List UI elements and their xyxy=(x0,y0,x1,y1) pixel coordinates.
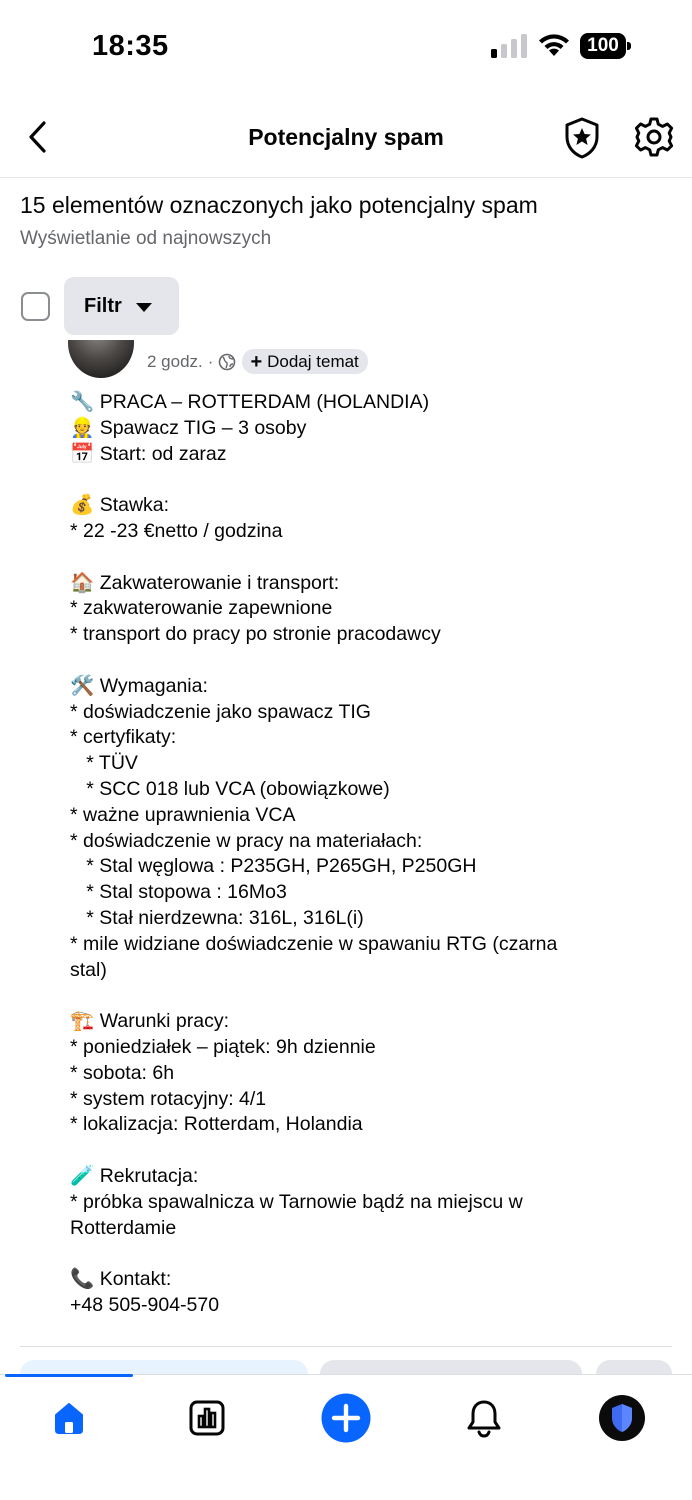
home-icon xyxy=(50,1399,88,1437)
cellular-signal-icon xyxy=(491,34,529,58)
divider xyxy=(20,1346,672,1347)
spam-count-title: 15 elementów oznaczonych jako potencjalny spam xyxy=(20,192,538,218)
post-line: * Stał nierdzewna: 316L, 316L(i) xyxy=(70,906,364,929)
post-line: * mile widziane doświadczenie w spawaniu RTG (czarna xyxy=(70,932,558,955)
post-line: * doświadczenie w pracy na materiałach: xyxy=(70,829,423,852)
profile-avatar-icon xyxy=(598,1394,646,1442)
status-time: 18:35 xyxy=(92,30,169,62)
caret-down-icon xyxy=(136,303,152,312)
page-title: Potencjalny spam xyxy=(248,124,444,150)
bell-icon xyxy=(465,1398,503,1438)
post-line: * transport do pracy po stronie pracodawcy xyxy=(70,623,441,646)
post-line: * doświadczenie jako spawacz TIG xyxy=(70,700,371,723)
post-line: 🔧 PRACA – ROTTERDAM (HOLANDIA) xyxy=(70,391,430,413)
battery-icon xyxy=(580,33,632,59)
post-line: * ważne uprawnienia VCA xyxy=(70,803,296,826)
post-line: * Stal węglowa : P235GH, P265GH, P250GH xyxy=(70,855,477,878)
post-line: * zakwaterowanie zapewnione xyxy=(70,597,333,620)
add-topic-button[interactable] xyxy=(242,349,367,374)
shield-star-icon[interactable] xyxy=(562,116,602,160)
post-line: * system rotacyjny: 4/1 xyxy=(70,1087,267,1110)
post-line: * poniedziałek – piątek: 9h dziennie xyxy=(70,1035,376,1058)
post-line: 🛠️ Wymagania: xyxy=(70,674,208,697)
filter-label: Filtr xyxy=(84,294,122,317)
wifi-icon xyxy=(537,32,571,58)
active-tab-indicator xyxy=(5,1374,133,1377)
tab-profile[interactable] xyxy=(597,1393,647,1443)
post-line xyxy=(70,545,650,571)
post-line: 👷 Spawacz TIG – 3 osoby xyxy=(70,416,307,439)
sort-order-label: Wyświetlanie od najnowszych xyxy=(20,228,272,249)
select-all-checkbox[interactable] xyxy=(21,292,50,321)
post-line: +48 505-904-570 xyxy=(70,1293,220,1316)
tab-insights[interactable] xyxy=(182,1393,232,1443)
post-line xyxy=(70,1138,650,1164)
post-line: 🏠 Zakwaterowanie i transport: xyxy=(70,571,340,594)
gear-icon[interactable] xyxy=(633,116,675,158)
tab-create[interactable] xyxy=(321,1393,371,1443)
tab-home[interactable] xyxy=(44,1393,94,1443)
status-bar xyxy=(0,0,692,95)
post-line: * 22 -23 €netto / godzina xyxy=(70,519,283,542)
post-line: * certyfikaty: xyxy=(70,726,177,749)
plus-circle-icon xyxy=(321,1393,371,1443)
post-time: 2 godz. xyxy=(147,351,203,371)
post-text xyxy=(70,390,650,1319)
meta-separator: · xyxy=(207,351,214,371)
post-line xyxy=(70,983,650,1009)
post-line: stal) xyxy=(70,958,107,981)
post-line: * próbka spawalnicza w Tarnowie bądź na miejscu w xyxy=(70,1190,523,1213)
post-line: * sobota: 6h xyxy=(70,1061,175,1084)
post-line: 📅 Start: od zaraz xyxy=(70,442,227,465)
add-topic-label: Dodaj temat xyxy=(267,351,359,371)
post-line: * lokalizacja: Rotterdam, Holandia xyxy=(70,1113,363,1136)
post-line: 🧪 Rekrutacja: xyxy=(70,1164,199,1187)
post-line: 📞 Kontakt: xyxy=(70,1268,172,1291)
plus-icon: + xyxy=(250,350,263,373)
post-line xyxy=(70,648,650,674)
post-meta xyxy=(147,349,368,374)
post-line xyxy=(70,467,650,493)
bar-chart-icon xyxy=(188,1399,226,1437)
tab-notifications[interactable] xyxy=(459,1393,509,1443)
post-line: 🏗️ Warunki pracy: xyxy=(70,1010,230,1033)
post-line xyxy=(70,1241,650,1267)
filter-button[interactable] xyxy=(64,277,179,335)
post-line: 💰 Stawka: xyxy=(70,494,170,517)
battery-level: 100 xyxy=(580,33,626,59)
bottom-tab-bar xyxy=(0,1374,692,1500)
post-line: Rotterdamie xyxy=(70,1216,177,1239)
post-line: * TÜV xyxy=(70,752,138,775)
post-line: * SCC 018 lub VCA (obowiązkowe) xyxy=(70,777,390,800)
nav-bar xyxy=(0,100,692,178)
globe-icon xyxy=(218,353,236,371)
post-line: * Stal stopowa : 16Mo3 xyxy=(70,881,287,904)
